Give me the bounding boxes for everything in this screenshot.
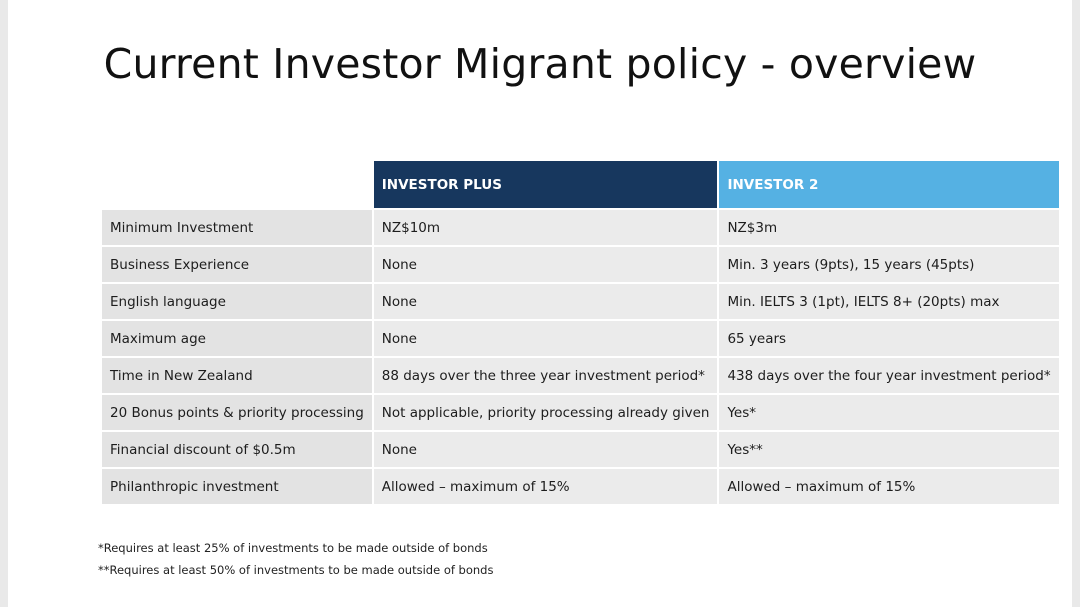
table-row — [102, 247, 1059, 282]
investor-2-value: Allowed – maximum of 15% — [719, 469, 1058, 504]
row-label: Business Experience — [102, 247, 372, 282]
investor-plus-value: None — [374, 284, 718, 319]
investor-2-value: NZ$3m — [719, 210, 1058, 245]
header-investor-2: INVESTOR 2 — [719, 161, 1058, 208]
row-label: Philanthropic investment — [102, 469, 372, 504]
slide-edge-right — [1072, 0, 1080, 607]
investor-plus-value: None — [374, 432, 718, 467]
investor-2-value: 438 days over the four year investment period* — [719, 358, 1058, 393]
table-header-row — [102, 161, 1059, 208]
row-label: English language — [102, 284, 372, 319]
slide-title: Current Investor Migrant policy - overview — [103, 40, 977, 88]
row-label: Time in New Zealand — [102, 358, 372, 393]
row-label: Financial discount of $0.5m — [102, 432, 372, 467]
investor-2-value: 65 years — [719, 321, 1058, 356]
investor-plus-value: 88 days over the three year investment period* — [374, 358, 718, 393]
policy-comparison-table — [100, 159, 1061, 506]
investor-plus-value: Not applicable, priority processing already given — [374, 395, 718, 430]
row-label: Minimum Investment — [102, 210, 372, 245]
investor-2-value: Min. IELTS 3 (1pt), IELTS 8+ (20pts) max — [719, 284, 1058, 319]
investor-plus-value: NZ$10m — [374, 210, 718, 245]
row-label: 20 Bonus points & priority processing — [102, 395, 372, 430]
footnote-bonds-50: **Requires at least 50% of investments to be made outside of bonds — [98, 563, 494, 577]
table-row — [102, 358, 1059, 393]
table-row — [102, 432, 1059, 467]
investor-plus-value: None — [374, 321, 718, 356]
investor-2-value: Yes* — [719, 395, 1058, 430]
table-row — [102, 210, 1059, 245]
slide-edge-left — [0, 0, 8, 607]
investor-plus-value: Allowed – maximum of 15% — [374, 469, 718, 504]
investor-2-value: Min. 3 years (9pts), 15 years (45pts) — [719, 247, 1058, 282]
investor-plus-value: None — [374, 247, 718, 282]
footnotes — [98, 537, 493, 581]
table-row — [102, 395, 1059, 430]
header-blank — [102, 161, 372, 208]
table-row — [102, 284, 1059, 319]
header-investor-plus: INVESTOR PLUS — [374, 161, 718, 208]
investor-2-value: Yes** — [719, 432, 1058, 467]
row-label: Maximum age — [102, 321, 372, 356]
footnote-bonds-25: *Requires at least 25% of investments to be made outside of bonds — [98, 541, 488, 555]
table-row — [102, 469, 1059, 504]
table-row — [102, 321, 1059, 356]
